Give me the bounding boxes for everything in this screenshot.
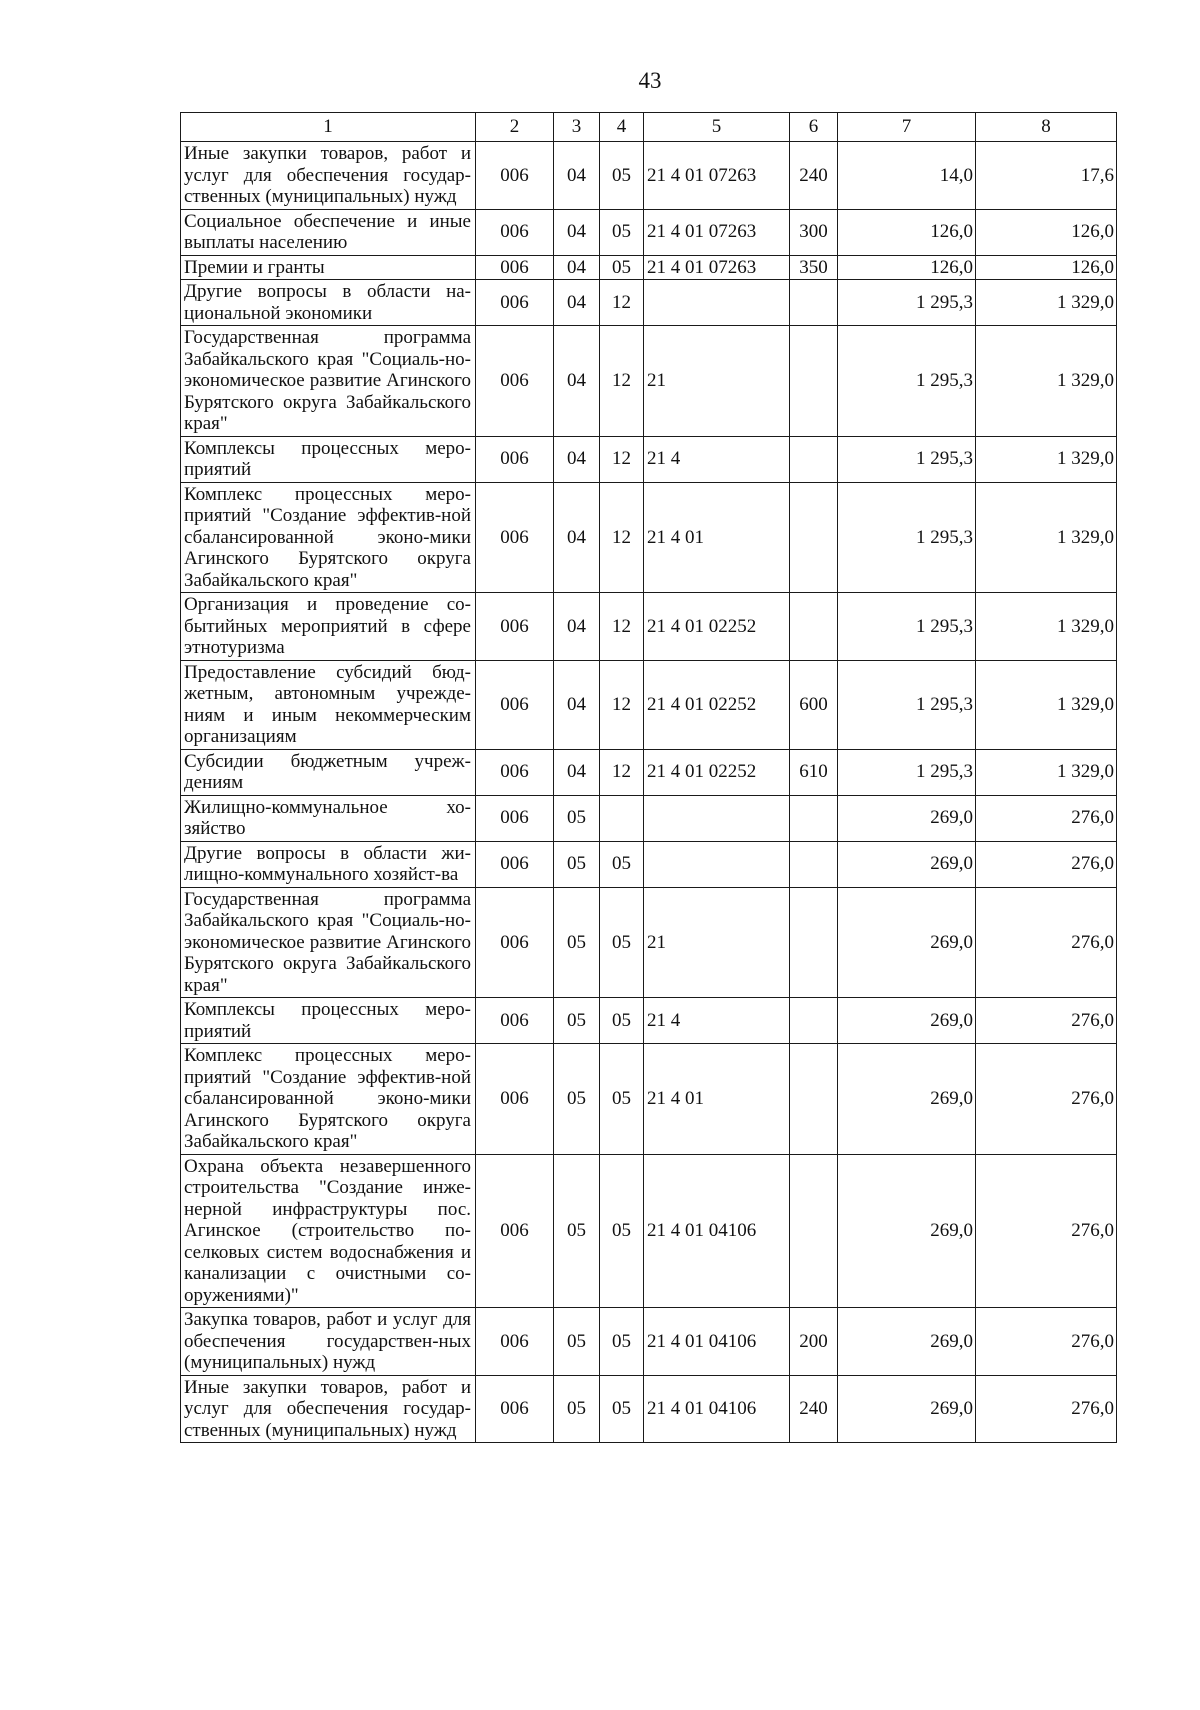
col-8-cell: 276,0 <box>976 1375 1117 1443</box>
col-8-cell: 276,0 <box>976 887 1117 998</box>
col-2-cell: 006 <box>476 1044 554 1155</box>
col-2-cell: 006 <box>476 841 554 887</box>
col-6-cell: 300 <box>790 209 838 255</box>
table-row <box>181 1308 1117 1376</box>
table-row <box>181 1154 1117 1308</box>
col-3-cell: 05 <box>554 795 600 841</box>
col-4-cell <box>600 795 644 841</box>
row-name-cell: Другие вопросы в области на-циональной экономики <box>181 280 476 326</box>
col-3-cell: 05 <box>554 1308 600 1376</box>
col-6-cell: 350 <box>790 255 838 280</box>
col-6-cell <box>790 280 838 326</box>
col-8-cell: 276,0 <box>976 1044 1117 1155</box>
row-name-cell: Субсидии бюджетным учреж-дениям <box>181 749 476 795</box>
header-col-4: 4 <box>600 113 644 142</box>
col-4-cell: 05 <box>600 841 644 887</box>
col-4-cell: 12 <box>600 593 644 661</box>
col-2-cell: 006 <box>476 142 554 210</box>
col-8-cell: 1 329,0 <box>976 593 1117 661</box>
col-7-cell: 269,0 <box>838 1044 976 1155</box>
table-row <box>181 255 1117 280</box>
col-5-cell: 21 <box>644 326 790 437</box>
col-6-cell <box>790 1044 838 1155</box>
col-7-cell: 126,0 <box>838 255 976 280</box>
col-2-cell: 006 <box>476 209 554 255</box>
col-2-cell: 006 <box>476 660 554 749</box>
page-number: 43 <box>638 68 662 93</box>
table-row <box>181 436 1117 482</box>
col-2-cell: 006 <box>476 1308 554 1376</box>
col-4-cell: 05 <box>600 1154 644 1308</box>
col-4-cell: 12 <box>600 749 644 795</box>
row-name-cell: Жилищно-коммунальное хо-зяйство <box>181 795 476 841</box>
col-8-cell: 276,0 <box>976 998 1117 1044</box>
col-6-cell <box>790 326 838 437</box>
col-4-cell: 12 <box>600 326 644 437</box>
col-7-cell: 1 295,3 <box>838 326 976 437</box>
col-4-cell: 12 <box>600 436 644 482</box>
col-8-cell: 17,6 <box>976 142 1117 210</box>
table-row <box>181 142 1117 210</box>
col-3-cell: 04 <box>554 660 600 749</box>
row-name-cell: Государственная программа Забайкальского края "Социаль-но-экономическое развитие Агинского Бурятского округа Забайкальского края" <box>181 887 476 998</box>
col-7-cell: 269,0 <box>838 1308 976 1376</box>
col-2-cell: 006 <box>476 482 554 593</box>
col-8-cell: 276,0 <box>976 1308 1117 1376</box>
col-8-cell: 1 329,0 <box>976 482 1117 593</box>
table-row <box>181 482 1117 593</box>
row-name-cell: Другие вопросы в области жи-лищно-коммунального хозяйст-ва <box>181 841 476 887</box>
col-2-cell: 006 <box>476 887 554 998</box>
col-5-cell: 21 4 01 04106 <box>644 1375 790 1443</box>
row-name-cell: Социальное обеспечение и иные выплаты населению <box>181 209 476 255</box>
row-name-cell: Государственная программа Забайкальского края "Социаль-но-экономическое развитие Агинского Бурятского округа Забайкальского края" <box>181 326 476 437</box>
col-7-cell: 269,0 <box>838 841 976 887</box>
row-name-cell: Комплекс процессных меро-приятий "Создание эффектив-ной сбалансированной эконо-мики Агинского Бурятского округа Забайкальского края" <box>181 482 476 593</box>
col-4-cell: 05 <box>600 998 644 1044</box>
col-5-cell: 21 4 <box>644 436 790 482</box>
table-row <box>181 280 1117 326</box>
col-7-cell: 1 295,3 <box>838 280 976 326</box>
col-6-cell <box>790 1154 838 1308</box>
col-8-cell: 1 329,0 <box>976 660 1117 749</box>
col-5-cell: 21 4 01 <box>644 482 790 593</box>
col-8-cell: 126,0 <box>976 209 1117 255</box>
col-5-cell: 21 4 01 <box>644 1044 790 1155</box>
col-2-cell: 006 <box>476 326 554 437</box>
col-2-cell: 006 <box>476 1154 554 1308</box>
col-4-cell: 05 <box>600 887 644 998</box>
col-8-cell: 276,0 <box>976 795 1117 841</box>
col-2-cell: 006 <box>476 795 554 841</box>
header-col-2: 2 <box>476 113 554 142</box>
row-name-cell: Закупка товаров, работ и услуг для обеспечения государствен-ных (муниципальных) нужд <box>181 1308 476 1376</box>
table-row <box>181 1044 1117 1155</box>
col-6-cell <box>790 593 838 661</box>
col-4-cell: 12 <box>600 660 644 749</box>
col-6-cell: 240 <box>790 142 838 210</box>
col-7-cell: 269,0 <box>838 1375 976 1443</box>
col-4-cell: 05 <box>600 1308 644 1376</box>
table-row <box>181 749 1117 795</box>
col-7-cell: 14,0 <box>838 142 976 210</box>
col-3-cell: 04 <box>554 280 600 326</box>
col-3-cell: 04 <box>554 749 600 795</box>
col-5-cell: 21 4 01 02252 <box>644 593 790 661</box>
col-7-cell: 1 295,3 <box>838 482 976 593</box>
col-5-cell: 21 4 01 07263 <box>644 209 790 255</box>
col-5-cell: 21 4 01 02252 <box>644 660 790 749</box>
col-3-cell: 05 <box>554 1154 600 1308</box>
col-6-cell <box>790 887 838 998</box>
col-5-cell <box>644 795 790 841</box>
table-row <box>181 209 1117 255</box>
col-6-cell <box>790 482 838 593</box>
header-row <box>181 113 1117 142</box>
col-6-cell <box>790 998 838 1044</box>
col-5-cell: 21 4 <box>644 998 790 1044</box>
col-8-cell: 276,0 <box>976 1154 1117 1308</box>
col-3-cell: 04 <box>554 255 600 280</box>
col-3-cell: 05 <box>554 1044 600 1155</box>
col-6-cell: 240 <box>790 1375 838 1443</box>
col-2-cell: 006 <box>476 280 554 326</box>
col-7-cell: 1 295,3 <box>838 660 976 749</box>
col-5-cell: 21 4 01 04106 <box>644 1154 790 1308</box>
col-2-cell: 006 <box>476 436 554 482</box>
col-7-cell: 1 295,3 <box>838 436 976 482</box>
col-8-cell: 126,0 <box>976 255 1117 280</box>
col-4-cell: 05 <box>600 1044 644 1155</box>
col-3-cell: 05 <box>554 841 600 887</box>
col-7-cell: 126,0 <box>838 209 976 255</box>
col-8-cell: 1 329,0 <box>976 436 1117 482</box>
col-7-cell: 269,0 <box>838 887 976 998</box>
col-5-cell: 21 4 01 02252 <box>644 749 790 795</box>
col-2-cell: 006 <box>476 749 554 795</box>
col-8-cell: 1 329,0 <box>976 280 1117 326</box>
header-col-5: 5 <box>644 113 790 142</box>
row-name-cell: Предоставление субсидий бюд-жетным, автономным учрежде-ниям и иным некоммерческим организациям <box>181 660 476 749</box>
col-2-cell: 006 <box>476 593 554 661</box>
col-8-cell: 1 329,0 <box>976 326 1117 437</box>
col-7-cell: 269,0 <box>838 1154 976 1308</box>
col-6-cell <box>790 436 838 482</box>
col-2-cell: 006 <box>476 1375 554 1443</box>
table-row <box>181 1375 1117 1443</box>
col-2-cell: 006 <box>476 255 554 280</box>
table-row <box>181 660 1117 749</box>
table-body <box>181 142 1117 1443</box>
col-7-cell: 269,0 <box>838 795 976 841</box>
col-3-cell: 04 <box>554 209 600 255</box>
col-5-cell: 21 4 01 07263 <box>644 142 790 210</box>
row-name-cell: Комплексы процессных меро-приятий <box>181 998 476 1044</box>
col-3-cell: 04 <box>554 326 600 437</box>
col-8-cell: 1 329,0 <box>976 749 1117 795</box>
col-6-cell <box>790 841 838 887</box>
table-row <box>181 841 1117 887</box>
header-col-1: 1 <box>181 113 476 142</box>
col-4-cell: 05 <box>600 142 644 210</box>
budget-table <box>180 112 1117 1443</box>
row-name-cell: Комплексы процессных меро-приятий <box>181 436 476 482</box>
row-name-cell: Иные закупки товаров, работ и услуг для обеспечения государ-ственных (муниципальных) нужд <box>181 1375 476 1443</box>
col-4-cell: 05 <box>600 1375 644 1443</box>
col-6-cell: 600 <box>790 660 838 749</box>
col-5-cell: 21 4 01 07263 <box>644 255 790 280</box>
table-row <box>181 998 1117 1044</box>
col-7-cell: 1 295,3 <box>838 593 976 661</box>
col-6-cell: 610 <box>790 749 838 795</box>
col-3-cell: 04 <box>554 142 600 210</box>
row-name-cell: Премии и гранты <box>181 255 476 280</box>
table-row <box>181 795 1117 841</box>
col-2-cell: 006 <box>476 998 554 1044</box>
col-3-cell: 04 <box>554 436 600 482</box>
col-4-cell: 05 <box>600 255 644 280</box>
col-5-cell <box>644 280 790 326</box>
col-6-cell <box>790 795 838 841</box>
row-name-cell: Охрана объекта незавершенного строительства "Создание инже-нерной инфраструктуры пос. Агинское (строительство по-селковых систем водоснабжения и канализации с очистными со-оружениями)" <box>181 1154 476 1308</box>
col-3-cell: 05 <box>554 1375 600 1443</box>
header-col-6: 6 <box>790 113 838 142</box>
col-7-cell: 269,0 <box>838 998 976 1044</box>
col-8-cell: 276,0 <box>976 841 1117 887</box>
col-5-cell: 21 <box>644 887 790 998</box>
col-7-cell: 1 295,3 <box>838 749 976 795</box>
col-4-cell: 12 <box>600 482 644 593</box>
table-row <box>181 887 1117 998</box>
header-col-8: 8 <box>976 113 1117 142</box>
col-6-cell: 200 <box>790 1308 838 1376</box>
col-5-cell <box>644 841 790 887</box>
col-3-cell: 04 <box>554 482 600 593</box>
col-5-cell: 21 4 01 04106 <box>644 1308 790 1376</box>
header-col-7: 7 <box>838 113 976 142</box>
col-4-cell: 05 <box>600 209 644 255</box>
table-row <box>181 593 1117 661</box>
row-name-cell: Организация и проведение со-бытийных мероприятий в сфере этнотуризма <box>181 593 476 661</box>
col-3-cell: 05 <box>554 887 600 998</box>
col-3-cell: 05 <box>554 998 600 1044</box>
row-name-cell: Комплекс процессных меро-приятий "Создание эффектив-ной сбалансированной эконо-мики Агинского Бурятского округа Забайкальского края" <box>181 1044 476 1155</box>
col-3-cell: 04 <box>554 593 600 661</box>
table-row <box>181 326 1117 437</box>
row-name-cell: Иные закупки товаров, работ и услуг для обеспечения государ-ственных (муниципальных) нужд <box>181 142 476 210</box>
header-col-3: 3 <box>554 113 600 142</box>
col-4-cell: 12 <box>600 280 644 326</box>
